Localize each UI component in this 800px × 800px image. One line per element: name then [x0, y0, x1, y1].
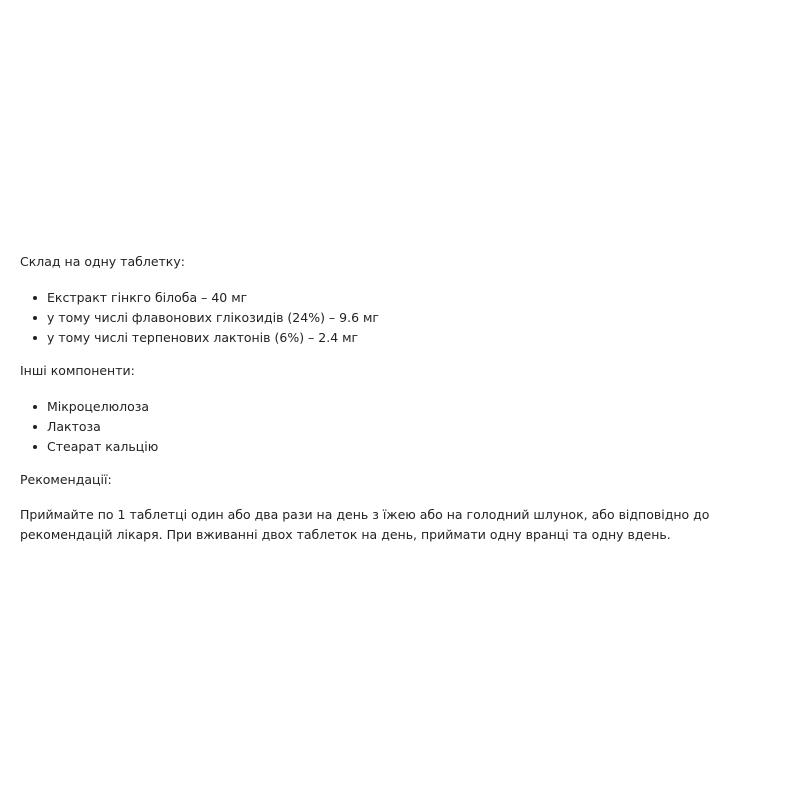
composition-list [20, 288, 790, 348]
bullet-icon [33, 405, 37, 409]
recommendations-text: Приймайте по 1 таблетці один або два рази на день з їжею або на голодний шлунок, або відповідно до рекомендацій лікаря. При вживанні двох таблеток на день, приймати одну вранці та одну вдень. [20, 507, 710, 542]
list-item [20, 328, 790, 348]
list-item-text: Мікроцелюлоза [47, 399, 150, 414]
list-item-text: у тому числі терпенових лактонів (6%) – 2.4 мг [47, 330, 359, 345]
list-item-text: у тому числі флавонових глікозидів (24%) – 9.6 мг [47, 310, 379, 325]
list-item-text: Лактоза [47, 419, 101, 434]
list-item [20, 397, 790, 417]
bullet-icon [33, 316, 37, 320]
bullet-icon [33, 296, 37, 300]
bullet-icon [33, 425, 37, 429]
list-item [20, 437, 790, 457]
bullet-icon [33, 445, 37, 449]
other-components-list [20, 397, 790, 457]
list-item-text: Екстракт гінкго білоба – 40 мг [47, 290, 248, 305]
bullet-icon [33, 336, 37, 340]
list-item [20, 308, 790, 328]
list-item [20, 288, 790, 308]
composition-heading: Склад на одну таблетку: [20, 254, 185, 269]
recommendations-heading: Рекомендації: [20, 472, 112, 487]
product-description [20, 252, 790, 545]
other-components-heading: Інші компоненти: [20, 363, 135, 378]
list-item-text: Стеарат кальцію [47, 439, 159, 454]
list-item [20, 417, 790, 437]
